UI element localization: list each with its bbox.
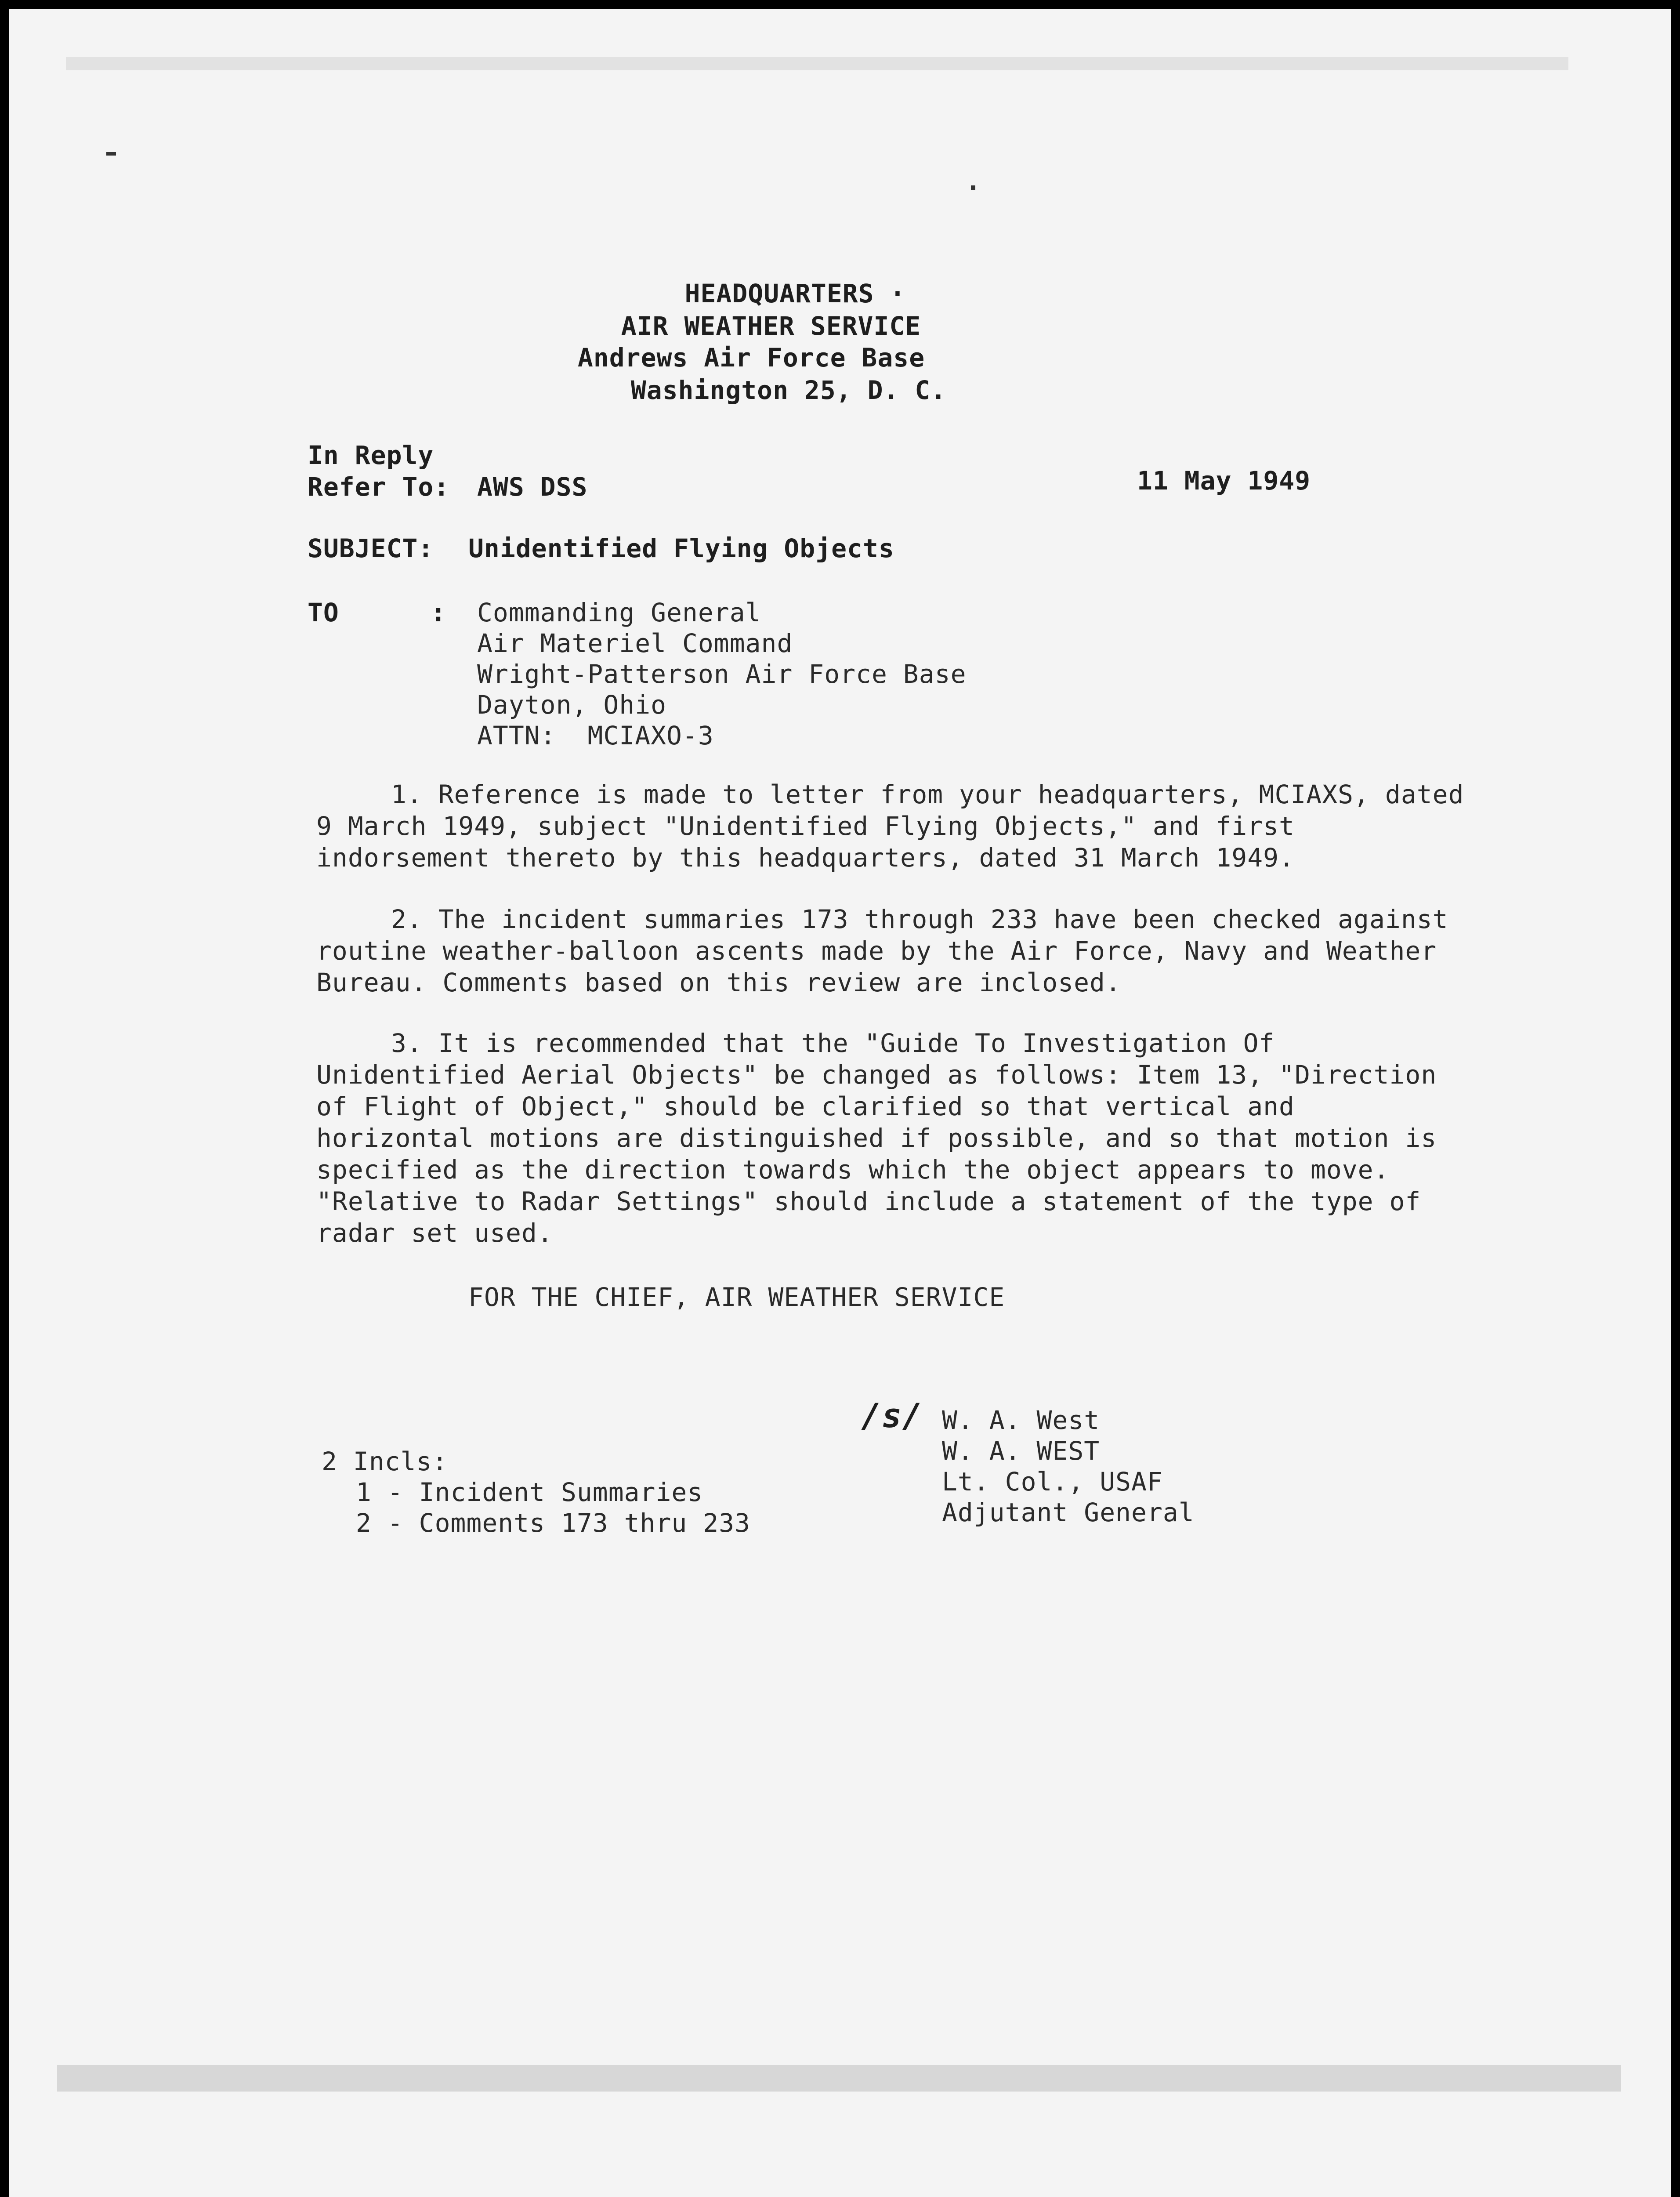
stray-mark [971, 185, 975, 190]
inclosures-label: 2 Incls: [322, 1447, 448, 1476]
signature-line: Adjutant General [942, 1497, 1195, 1527]
paragraph-1-text: 1. Reference is made to letter from your headquarters, MCIAXS, dated 9 March 1949, subject "Unidentified Flying Objects," and first indorsement thereto by this headquarters, dated 31 March 1949. [316, 779, 1464, 873]
page-edge-shadow-top [66, 57, 1568, 70]
stray-mark [106, 152, 116, 156]
letterhead-line-1: HEADQUARTERS · [684, 279, 906, 308]
page-edge-shadow-bottom [57, 2065, 1621, 2092]
letterhead-line-2: AIR WEATHER SERVICE [621, 311, 921, 341]
signature-line: W. A. West [942, 1405, 1100, 1435]
to-colon: : [431, 598, 446, 627]
addressee-line: Wright-Patterson Air Force Base [477, 659, 967, 689]
inclosure-item: 1 - Incident Summaries [356, 1477, 703, 1507]
letterhead-line-4: Washington 25, D. C. [630, 375, 947, 405]
reply-label-line-2: Refer To: [308, 472, 450, 502]
signature-line: W. A. WEST [942, 1436, 1100, 1466]
letter-date: 11 May 1949 [1137, 466, 1311, 496]
signature-line: Lt. Col., USAF [942, 1467, 1163, 1497]
addressee-line: ATTN: MCIAXO-3 [477, 721, 714, 750]
subject-label: SUBJECT: [308, 533, 434, 563]
closing-line: FOR THE CHIEF, AIR WEATHER SERVICE [468, 1282, 1005, 1312]
document-page [9, 9, 1671, 2197]
addressee-line: Commanding General [477, 598, 761, 627]
subject-text: Unidentified Flying Objects [468, 533, 894, 563]
paragraph-1 [316, 779, 1467, 874]
paragraph-2-text: 2. The incident summaries 173 through 233 have been checked against routine weather-balloon ascents made by the Air Force, Navy and Weather Bureau. Comments based on this review are inclosed. [316, 904, 1448, 997]
inclosure-item: 2 - Comments 173 thru 233 [356, 1508, 750, 1538]
reply-label-line-1: In Reply [308, 440, 434, 470]
to-label: TO [308, 598, 339, 627]
signature-mark: /s/ [861, 1396, 923, 1435]
paragraph-3-text: 3. It is recommended that the "Guide To Investigation Of Unidentified Aerial Objects" be changed as follows: Item 13, "Direction of Flight of Object," should be clarified so that vertical and horizontal motions are distinguished if possible, and so that motion is specified as the direction towards which the object appears to move. "Relative to Radar Settings" should include a statement of the type of radar set used. [316, 1028, 1437, 1248]
paragraph-3 [316, 1027, 1441, 1249]
letterhead-line-3: Andrews Air Force Base [577, 343, 925, 373]
reply-code: AWS DSS [477, 472, 588, 502]
addressee-line: Air Materiel Command [477, 628, 793, 658]
addressee-line: Dayton, Ohio [477, 690, 667, 720]
paragraph-2 [316, 903, 1467, 998]
